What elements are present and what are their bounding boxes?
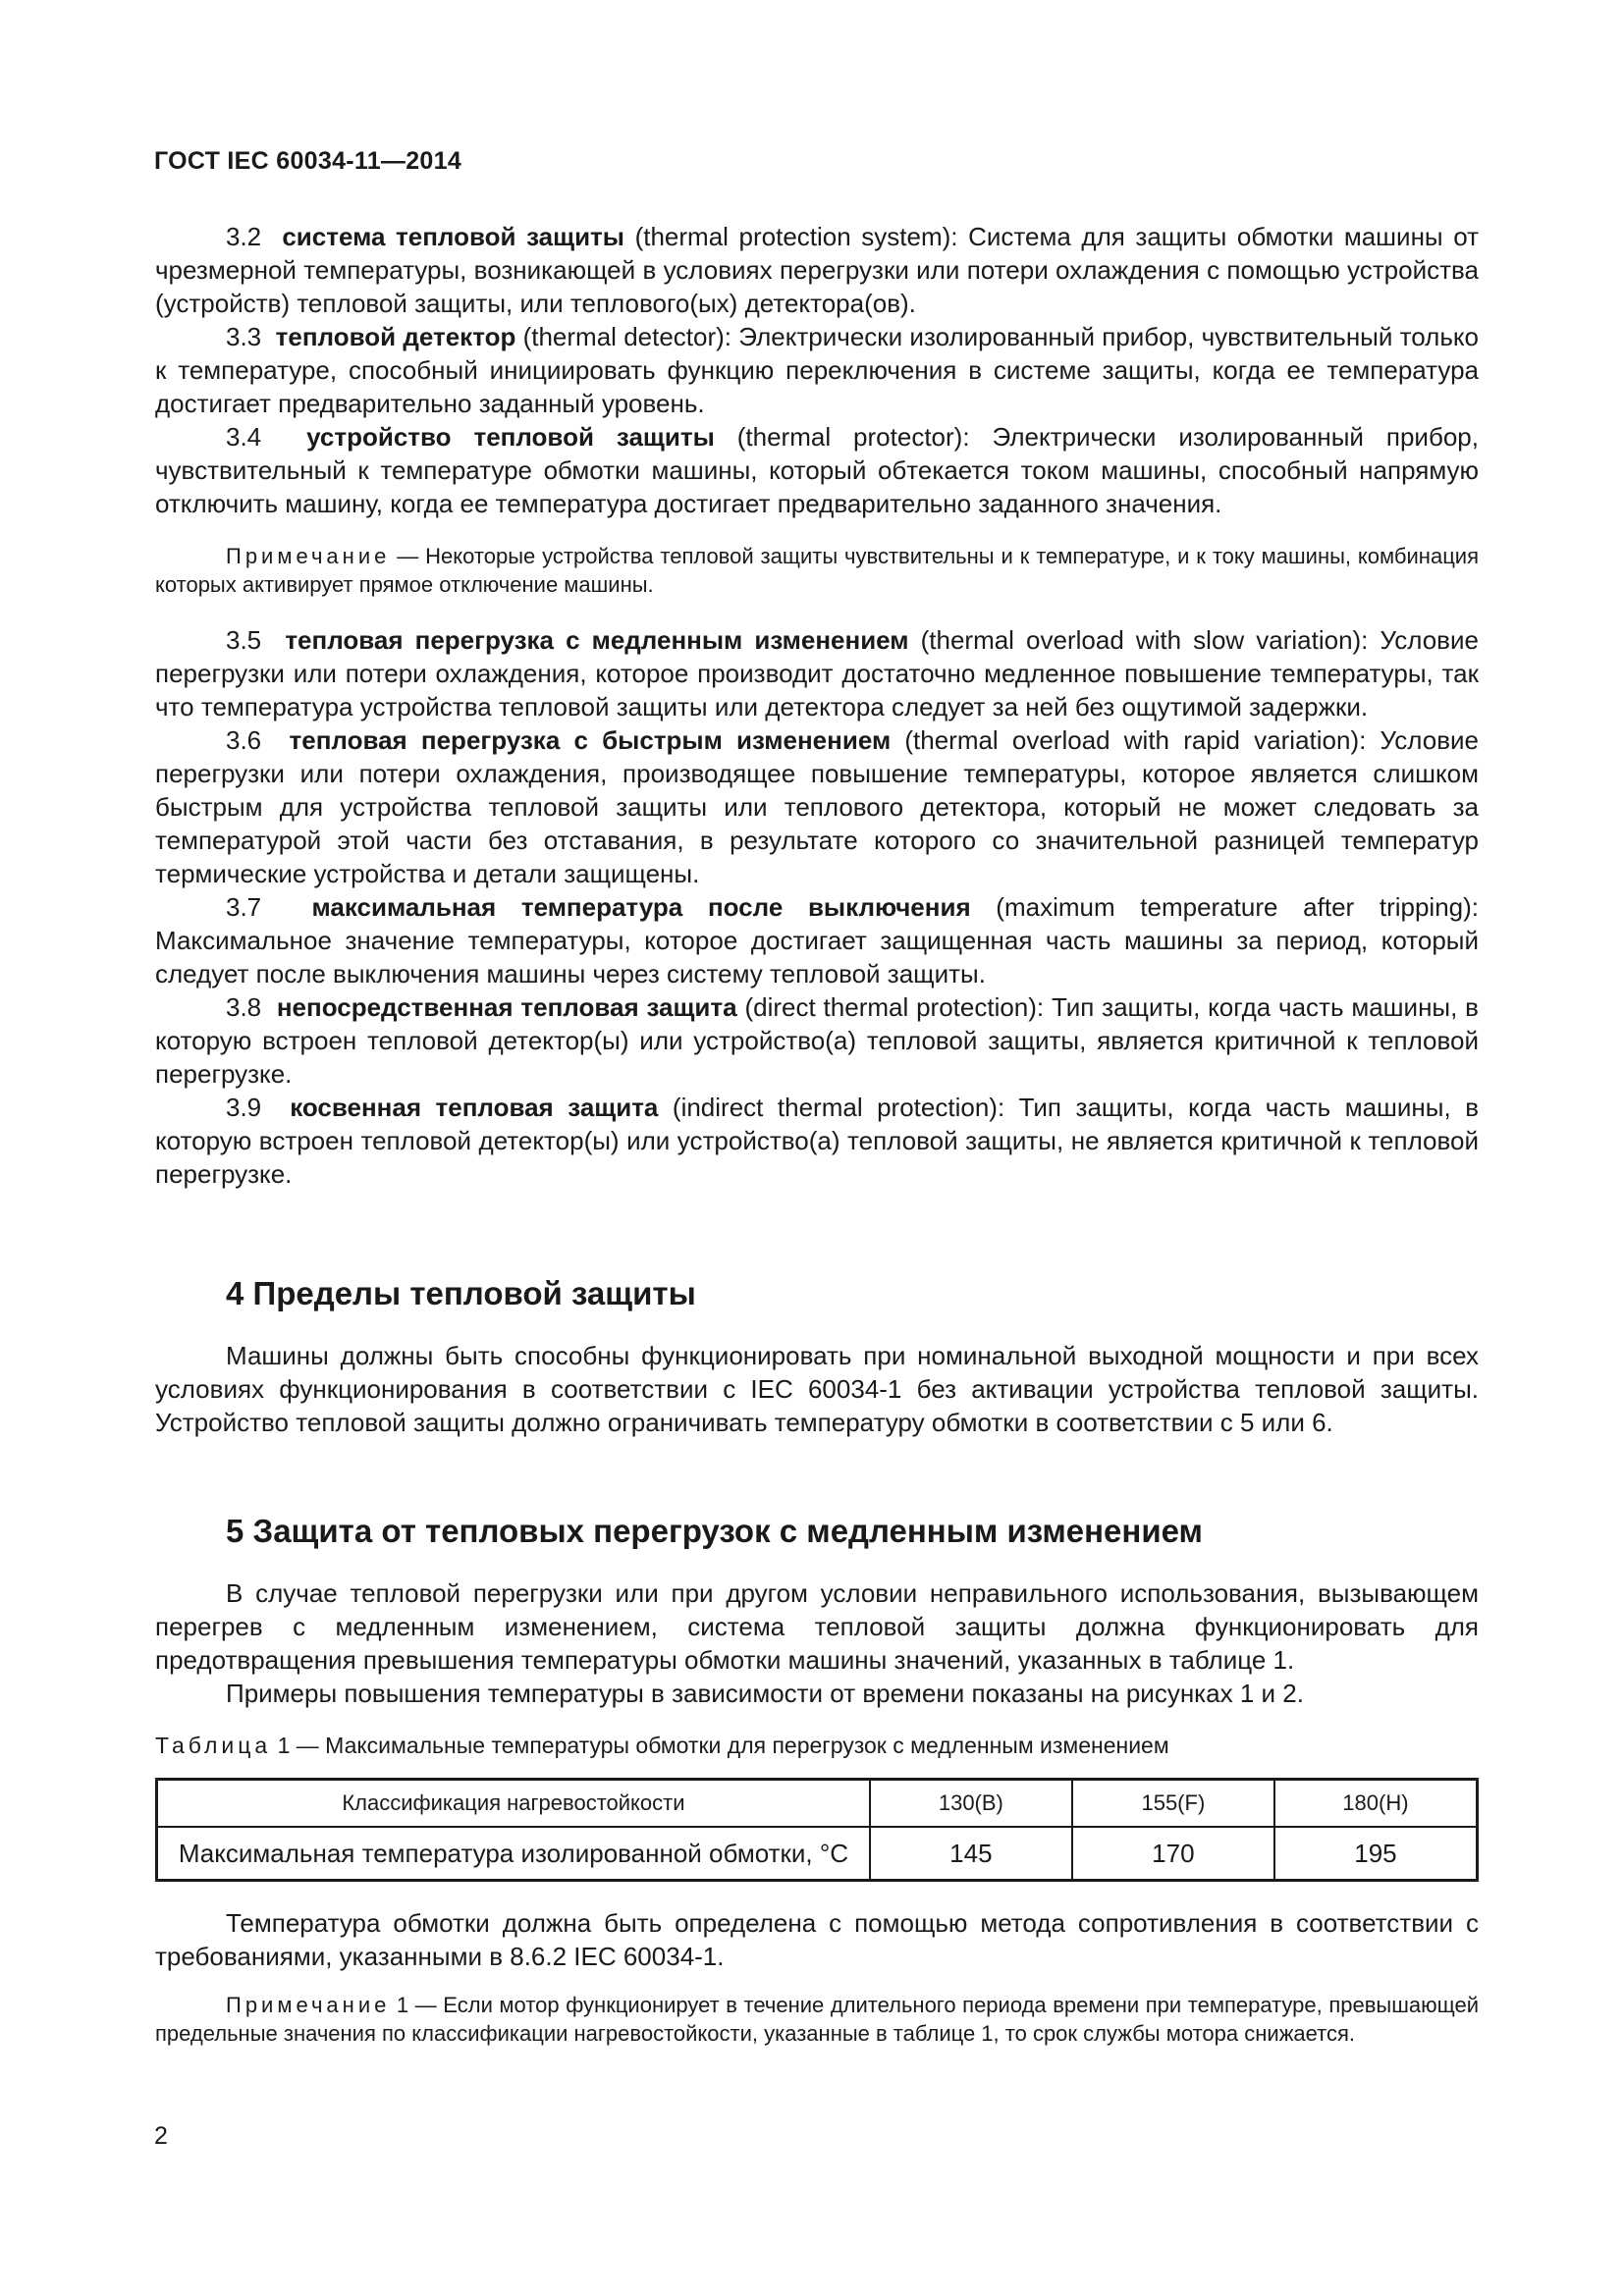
page-number: 2 bbox=[154, 2122, 168, 2150]
section-4-text: Машины должны быть способны функционировать при номинальной выходной мощности и при всех условиях функционирования в соответствии с IEC 60034-1 без активации устройства тепловой защиты. Устройство тепловой защиты должно ограничивать температуру обмотки в соответствии с 5 или 6. bbox=[155, 1341, 1479, 1437]
definition-3-2: 3.2 система тепловой защиты (thermal protection system): Система для защиты обмотки машины от чрезмерной температуры, возникающей в условиях перегрузки или потери охлаждения с помощью устройства (устройств) тепловой защиты, или теплового(ых) детектора(ов). bbox=[155, 222, 1479, 318]
section-5 bbox=[155, 1512, 1479, 1710]
note-label: Примечание bbox=[226, 544, 391, 568]
table-cell: Классификация нагревостойкости bbox=[157, 1780, 870, 1828]
table-cell: 180(H) bbox=[1274, 1780, 1478, 1828]
table-caption-label: Таблица bbox=[155, 1733, 272, 1758]
note-table-1: Примечание 1 — Если мотор функционирует в течение длительного периода времени при температуре, превышающей предельные значения по классификации нагревостойкости, указанные в таблице 1, то срок службы мотора снижается. bbox=[155, 1993, 1479, 2046]
note-label: Примечание bbox=[226, 1993, 391, 2017]
table-header-row bbox=[157, 1780, 1478, 1828]
resistance-method-text: Температура обмотки должна быть определена с помощью метода сопротивления в соответствии с требованиями, указанными в 8.6.2 IEC 60034-1. bbox=[155, 1908, 1479, 1971]
definition-3-7: 3.7 максимальная температура после выключения (maximum temperature after tripping): Максимальное значение температуры, которое достигает защищенная часть машины за период, который следует после выключения машины через систему тепловой защиты. bbox=[155, 892, 1480, 988]
definition-3-9: 3.9 косвенная тепловая защита (indirect thermal protection): Тип защиты, когда часть машины, в которую встроен тепловой детектор(ы) или устройство(а) тепловой защиты, не является критичной к тепловой перегрузке. bbox=[155, 1093, 1480, 1189]
table-row bbox=[157, 1827, 1478, 1881]
section-5-text-2: Примеры повышения температуры в зависимости от времени показаны на рисунках 1 и 2. bbox=[226, 1679, 1304, 1708]
definition-term: тепловая перегрузка с быстрым изменением bbox=[289, 725, 892, 755]
definition-3-6: 3.6 тепловая перегрузка с быстрым изменением (thermal overload with rapid variation): Условие перегрузки или потери охлаждения, производящее повышение температуры, которое является слишком быстрым для устройства тепловой защиты или теплового детектора, который не может следовать за температурой этой части без отставания, в результате которого со значительной разницей температур термические устройства и детали защищены. bbox=[155, 725, 1479, 888]
table-cell: 170 bbox=[1072, 1827, 1274, 1881]
definition-3-5: 3.5 тепловая перегрузка с медленным изменением (thermal overload with slow variation): Условие перегрузки или потери охлаждения, которое производит достаточно медленное повышение температуры, так что температура устройства тепловой защиты или детектора следует за ней без ощутимой задержки. bbox=[155, 625, 1479, 721]
note-3-4: Примечание — Некоторые устройства тепловой защиты чувствительны и к температуре, и к току машины, комбинация которых активирует прямое отключение машины. bbox=[155, 544, 1479, 597]
definition-term: устройство тепловой защиты bbox=[306, 422, 715, 452]
table-cell: 130(B) bbox=[870, 1780, 1072, 1828]
table-cell: Максимальная температура изолированной обмотки, °C bbox=[157, 1827, 870, 1881]
table-cell: 145 bbox=[870, 1827, 1072, 1881]
definition-3-4: 3.4 устройство тепловой защиты (thermal protector): Электрически изолированный прибор, чувствительный к температуре обмотки машины, который обтекается током машины, способный напрямую отключить машину, когда ее температура достигает предварительно заданного значения. bbox=[155, 422, 1479, 518]
note-block-1 bbox=[155, 542, 1479, 599]
definition-3-3: 3.3 тепловой детектор (thermal detector): Электрически изолированный прибор, чувствительный только к температуре, способный инициировать функцию переключения в системе защиты, когда ее температура достигает предварительно заданный уровень. bbox=[155, 322, 1479, 418]
section-4-heading: 4 Пределы тепловой защиты bbox=[226, 1275, 696, 1311]
definition-term: косвенная тепловая защита bbox=[290, 1093, 659, 1122]
definition-term: тепловой детектор bbox=[275, 322, 516, 351]
section-5-heading: 5 Защита от тепловых перегрузок с медленным изменением bbox=[226, 1513, 1203, 1549]
definitions-block-2 bbox=[155, 623, 1479, 1191]
document-header: ГОСТ IEC 60034-11—2014 bbox=[154, 147, 462, 175]
table-1 bbox=[155, 1778, 1479, 1882]
after-table-block bbox=[155, 1906, 1479, 2048]
definitions-block-1 bbox=[155, 220, 1479, 520]
table-caption: Таблица 1 — Максимальные температуры обмотки для перегрузок с медленным изменением bbox=[155, 1733, 1169, 1758]
section-4 bbox=[155, 1274, 1479, 1439]
definition-term: система тепловой защиты bbox=[282, 222, 624, 251]
table-1-block bbox=[155, 1731, 1479, 1882]
definition-term: непосредственная тепловая защита bbox=[276, 992, 737, 1022]
definition-term: тепловая перегрузка с медленным изменением bbox=[285, 625, 909, 655]
definition-term: максимальная температура после выключения bbox=[311, 892, 971, 922]
table-cell: 155(F) bbox=[1072, 1780, 1274, 1828]
section-5-text-1: В случае тепловой перегрузки или при другом условии неправильного использования, вызывающем перегрев с медленным изменением, система тепловой защиты должна функционировать для предотвращения превышения температуры обмотки машины значений, указанных в таблице 1. bbox=[155, 1578, 1479, 1675]
definition-3-8: 3.8 непосредственная тепловая защита (direct thermal protection): Тип защиты, когда часть машины, в которую встроен тепловой детектор(ы) или устройство(а) тепловой защиты, является критичной к тепловой перегрузке. bbox=[155, 992, 1479, 1089]
table-cell: 195 bbox=[1274, 1827, 1478, 1881]
